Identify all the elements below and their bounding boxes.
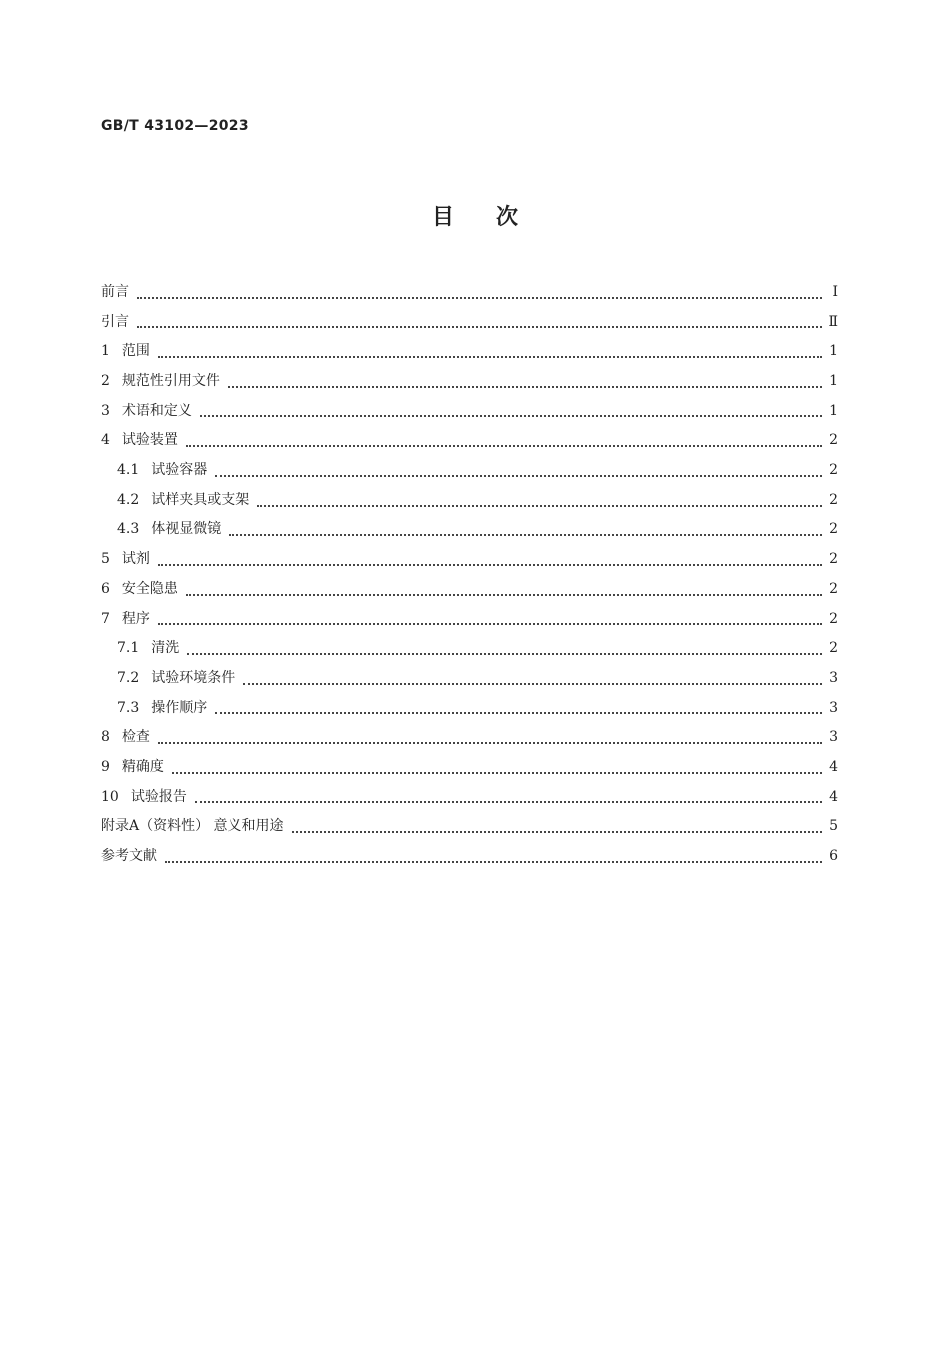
toc-entry-page: 3 <box>829 669 838 686</box>
toc-entry-page: 1 <box>829 343 838 360</box>
toc-leader-dots <box>137 296 822 299</box>
toc-entry-label: 参考文献 <box>101 848 157 865</box>
toc-entry[interactable] <box>101 605 838 635</box>
toc-entry-page: 2 <box>829 521 838 538</box>
toc-leader-dots <box>172 771 822 774</box>
toc-entry-page: 1 <box>829 373 838 390</box>
toc-entry-page: 2 <box>829 462 838 479</box>
toc-entry-label: 规范性引用文件 <box>121 373 220 390</box>
toc-leader-dots <box>186 593 822 596</box>
toc-leader-dots <box>158 741 822 744</box>
toc-entry-label: 试剂 <box>121 551 150 568</box>
toc-entry-page: 2 <box>829 640 838 657</box>
toc-leader-dots <box>229 533 822 536</box>
toc-entry-label: 附录A（资料性） 意义和用途 <box>101 818 284 835</box>
toc-entry[interactable] <box>101 308 838 338</box>
toc-entry-number: 3 <box>101 402 110 419</box>
toc-entry-number: 2 <box>101 373 110 390</box>
page-title: 目次 <box>431 205 560 230</box>
toc-entry-number: 5 <box>101 551 110 568</box>
toc-leader-dots <box>165 860 822 863</box>
toc-entry[interactable] <box>101 367 838 397</box>
toc-entry[interactable] <box>101 842 838 872</box>
toc-entry-page: 4 <box>829 758 838 775</box>
toc-entry[interactable] <box>101 337 838 367</box>
toc-entry-page: 3 <box>829 729 838 746</box>
toc-leader-dots <box>200 414 822 417</box>
toc-entry-label: 试样夹具或支架 <box>151 491 250 508</box>
toc-entry[interactable] <box>101 397 838 427</box>
document-code: GB/T 43102—2023 <box>101 118 249 134</box>
toc-leader-dots <box>187 652 822 655</box>
toc-entry[interactable] <box>101 634 838 664</box>
toc-entry-label: 试验环境条件 <box>151 669 236 686</box>
toc-entry[interactable] <box>101 753 838 783</box>
toc-entry-page: Ⅰ <box>832 283 838 300</box>
toc-entry-label: 范围 <box>121 343 150 360</box>
toc-leader-dots <box>257 504 822 507</box>
toc-entry-label: 清洗 <box>151 640 180 657</box>
toc-leader-dots <box>186 444 822 447</box>
toc-entry-number: 7.3 <box>117 699 140 716</box>
toc-entry[interactable] <box>101 664 838 694</box>
toc-entry-label: 程序 <box>121 610 150 627</box>
toc-leader-dots <box>158 622 822 625</box>
toc-entry[interactable] <box>101 278 838 308</box>
toc-entry-label: 精确度 <box>121 758 164 775</box>
toc-entry[interactable] <box>101 426 838 456</box>
toc-entry-number: 4.1 <box>117 462 140 479</box>
toc-leader-dots <box>215 711 822 714</box>
toc-leader-dots <box>215 474 822 477</box>
toc-entry[interactable] <box>101 723 838 753</box>
toc-entry-page: 2 <box>829 610 838 627</box>
toc-entry-number: 10 <box>101 788 119 805</box>
toc-entry[interactable] <box>101 516 838 546</box>
toc-entry-number: 4 <box>101 432 110 449</box>
toc-entry-page: 1 <box>829 402 838 419</box>
toc-entry-number: 6 <box>101 580 110 597</box>
toc-entry-page: 3 <box>829 699 838 716</box>
toc-entry-number: 4.3 <box>117 521 140 538</box>
toc-entry-number: 7.1 <box>117 640 140 657</box>
toc-entry-page: 2 <box>829 491 838 508</box>
toc-entry-page: Ⅱ <box>828 313 838 330</box>
toc-entry-page: 2 <box>829 580 838 597</box>
toc-leader-dots <box>158 563 822 566</box>
toc-entry[interactable] <box>101 456 838 486</box>
toc-entry-label: 试验装置 <box>121 432 178 449</box>
toc-leader-dots <box>228 385 822 388</box>
toc-entry-label: 安全隐患 <box>121 580 178 597</box>
toc-entry-page: 2 <box>829 432 838 449</box>
toc-entry[interactable] <box>101 545 838 575</box>
toc-entry-page: 2 <box>829 551 838 568</box>
toc-entry-label: 体视显微镜 <box>151 521 222 538</box>
toc-entry-label: 检查 <box>121 729 150 746</box>
toc-entry-number: 8 <box>101 729 110 746</box>
toc-entry-number: 1 <box>101 343 110 360</box>
toc-entry-number: 7.2 <box>117 669 140 686</box>
toc-entry-page: 4 <box>829 788 838 805</box>
toc-entry-page: 5 <box>829 818 838 835</box>
toc-leader-dots <box>158 355 822 358</box>
toc-entry-number: 9 <box>101 758 110 775</box>
toc-entry[interactable] <box>101 486 838 516</box>
toc-entry-label: 试验容器 <box>151 462 208 479</box>
toc-entry-label: 引言 <box>101 313 129 330</box>
table-of-contents <box>101 278 838 872</box>
toc-entry-number: 7 <box>101 610 110 627</box>
toc-entry-label: 试验报告 <box>130 788 187 805</box>
toc-leader-dots <box>292 830 822 833</box>
toc-entry[interactable] <box>101 783 838 813</box>
toc-leader-dots <box>195 800 822 803</box>
toc-leader-dots <box>137 325 822 328</box>
toc-entry-page: 6 <box>829 848 838 865</box>
toc-entry[interactable] <box>101 694 838 724</box>
toc-entry[interactable] <box>101 812 838 842</box>
toc-leader-dots <box>243 682 822 685</box>
toc-entry-label: 操作顺序 <box>151 699 208 716</box>
toc-entry-label: 术语和定义 <box>121 402 192 419</box>
toc-entry-number: 4.2 <box>117 491 140 508</box>
toc-entry-label: 前言 <box>101 283 129 300</box>
toc-entry[interactable] <box>101 575 838 605</box>
